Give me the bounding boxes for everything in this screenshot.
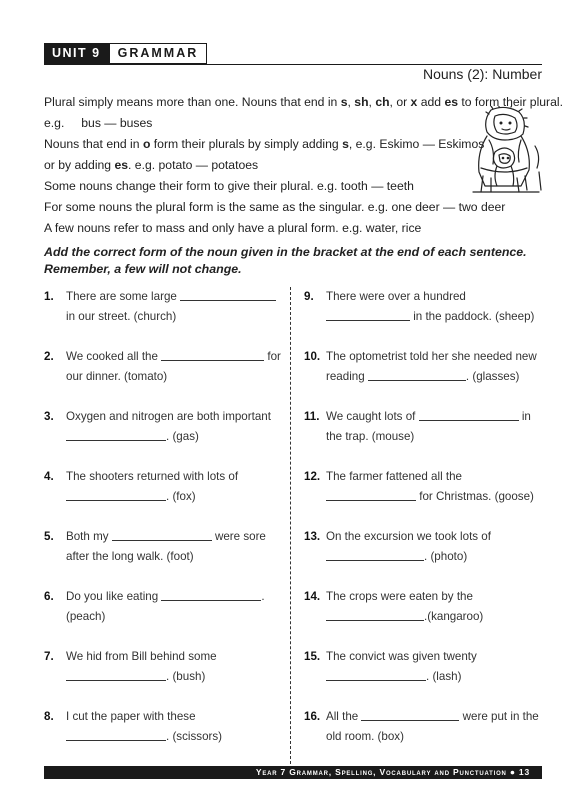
exercise-sentence <box>66 707 284 747</box>
sentence-end: for our dinner. (tomato) <box>66 350 281 383</box>
answer-blank[interactable] <box>66 428 166 441</box>
exercise-item <box>304 347 544 387</box>
exercise-item <box>44 347 284 387</box>
exercise-sentence <box>66 407 284 447</box>
exercise-sentence <box>326 407 544 447</box>
intro-text-segment: Plural simply means more than one. Nouns that end in <box>44 95 341 109</box>
unit-label: UNIT 9 <box>44 43 109 64</box>
exercise-sentence <box>326 527 544 567</box>
intro-text-segment: A few nouns refer to mass and only have a plural form. e.g. water, rice <box>44 221 422 235</box>
sentence-start: All the <box>326 710 362 723</box>
intro-bold-text: o <box>142 137 151 151</box>
exercise-sentence <box>66 587 284 627</box>
exercise-number: 1. <box>44 290 54 303</box>
exercise-item <box>44 287 284 327</box>
instructions-line-2: Remember, a few will not change. <box>44 262 242 276</box>
intro-text-segment: e.g. bus — buses <box>44 116 153 130</box>
exercise-sentence <box>66 647 284 687</box>
sentence-end: . (peach) <box>66 590 265 623</box>
sentence-end: . (fox) <box>166 490 196 503</box>
sentence-start: Both my <box>66 530 112 543</box>
sentence-start: The farmer fattened all the <box>326 470 462 483</box>
sentence-end: were sore after the long walk. (foot) <box>66 530 266 563</box>
intro-bold-text: x <box>410 95 418 109</box>
sentence-start: The shooters returned with lots of <box>66 470 239 483</box>
exercise-item <box>44 527 284 567</box>
exercise-sentence <box>326 707 544 747</box>
eskimo-family-illustration <box>465 106 545 194</box>
sentence-end: . (bush) <box>166 670 206 683</box>
answer-blank[interactable] <box>180 288 276 301</box>
answer-blank[interactable] <box>326 668 426 681</box>
sentence-start: I cut the paper with these <box>66 710 196 723</box>
exercise-number: 2. <box>44 350 54 363</box>
sentence-start: There were over a hundred <box>326 290 466 303</box>
sentence-end: .(kangaroo) <box>424 610 484 623</box>
intro-line <box>44 199 544 220</box>
sentence-end: were put in the old room. (box) <box>326 710 539 743</box>
intro-text-segment: form their plurals by simply adding <box>150 137 343 151</box>
answer-blank[interactable] <box>66 728 166 741</box>
exercise-number: 8. <box>44 710 54 723</box>
sentence-start: There are some large <box>66 290 181 303</box>
exercise-item <box>44 647 284 687</box>
exercise-item <box>304 467 544 507</box>
answer-blank[interactable] <box>66 488 166 501</box>
exercise-sentence <box>66 527 284 567</box>
exercise-item <box>304 527 544 567</box>
answer-blank[interactable] <box>66 668 166 681</box>
exercise-item <box>44 587 284 627</box>
exercise-number: 11. <box>304 410 320 423</box>
exercise-sentence <box>326 587 544 627</box>
sentence-end: in the paddock. (sheep) <box>410 310 535 323</box>
answer-blank[interactable] <box>361 708 459 721</box>
sentence-end: . (lash) <box>426 670 462 683</box>
exercise-item <box>304 587 544 627</box>
exercise-number: 16. <box>304 710 321 723</box>
intro-bold-text: s <box>342 137 349 151</box>
answer-blank[interactable] <box>112 528 212 541</box>
exercise-item <box>304 407 544 447</box>
header-rule <box>44 64 542 65</box>
answer-blank[interactable] <box>161 348 264 361</box>
intro-bold-text: s <box>340 95 348 109</box>
intro-bold-text: es <box>114 158 129 172</box>
instructions <box>44 244 544 278</box>
exercise-number: 4. <box>44 470 54 483</box>
intro-bold-text: ch <box>375 95 390 109</box>
intro-text-segment: add <box>417 95 445 109</box>
sentence-end: . (glasses) <box>465 370 520 383</box>
intro-text-segment: Nouns that end in <box>44 137 143 151</box>
exercise-item <box>304 647 544 687</box>
exercise-item <box>44 467 284 507</box>
exercise-sentence <box>66 287 284 327</box>
intro-text-segment: . e.g. potato — potatoes <box>128 158 259 172</box>
sentence-start: Oxygen and nitrogen are both important <box>66 410 271 423</box>
sentence-end: in the trap. (mouse) <box>326 410 531 443</box>
section-label: GRAMMAR <box>109 43 208 64</box>
sentence-start: We cooked all the <box>66 350 162 363</box>
sentence-start: The optometrist told her she needed new reading <box>326 350 537 383</box>
page-title: Nouns (2): Number <box>422 66 542 82</box>
unit-header <box>44 43 207 64</box>
sentence-end: . (gas) <box>166 430 199 443</box>
answer-blank[interactable] <box>326 608 424 621</box>
sentence-start: The crops were eaten by the <box>326 590 473 603</box>
answer-blank[interactable] <box>161 588 261 601</box>
exercise-sentence <box>66 467 284 507</box>
intro-bold-text: sh <box>354 95 369 109</box>
answer-blank[interactable] <box>326 488 416 501</box>
answer-blank[interactable] <box>326 308 410 321</box>
page-footer: Year 7 Grammar, Spelling, Vocabulary and Punctuation ● 13 <box>44 766 542 779</box>
exercise-item <box>44 407 284 447</box>
exercise-number: 6. <box>44 590 54 603</box>
exercise-item <box>44 707 284 747</box>
exercise-number: 14. <box>304 590 321 603</box>
intro-text-segment: or by adding <box>44 158 115 172</box>
exercise-number: 5. <box>44 530 54 543</box>
exercise-number: 12. <box>304 470 321 483</box>
exercise-item <box>304 707 544 747</box>
intro-text-segment: , <box>347 95 355 109</box>
exercise-sentence <box>326 467 544 507</box>
answer-blank[interactable] <box>368 368 466 381</box>
sentence-start: On the excursion we took lots of <box>326 530 491 543</box>
exercise-sentence <box>66 347 284 387</box>
sentence-end: . (scissors) <box>166 730 223 743</box>
exercise-sentence <box>326 647 544 687</box>
sentence-end: for Christmas. (goose) <box>416 490 534 503</box>
exercise-number: 10. <box>304 350 321 363</box>
intro-text-segment: Some nouns change their form to give their plural. e.g. tooth — teeth <box>44 179 414 193</box>
exercise-sentence <box>326 347 544 387</box>
sentence-start: Do you like eating <box>66 590 162 603</box>
intro-text-segment: , <box>368 95 376 109</box>
intro-text-segment: , e.g. Eskimo — Eskimos <box>348 137 485 151</box>
column-divider <box>290 287 291 764</box>
sentence-start: We hid from Bill behind some <box>66 650 217 663</box>
sentence-end: in our street. (church) <box>66 310 177 323</box>
intro-bold-text: es <box>444 95 458 109</box>
instructions-line-1: Add the correct form of the noun given in the bracket at the end of each sentence. <box>44 245 527 259</box>
intro-text-segment: to form their plural. <box>458 95 563 109</box>
sentence-start: We caught lots of <box>326 410 419 423</box>
exercise-number: 15. <box>304 650 321 663</box>
intro-text-segment: , or <box>389 95 411 109</box>
sentence-end: . (photo) <box>424 550 468 563</box>
intro-line <box>44 220 544 241</box>
exercise-item <box>304 287 544 327</box>
answer-blank[interactable] <box>419 408 519 421</box>
exercise-number: 3. <box>44 410 54 423</box>
exercise-number: 9. <box>304 290 314 303</box>
sentence-start: The convict was given twenty <box>326 650 477 663</box>
exercise-number: 7. <box>44 650 54 663</box>
exercise-number: 13. <box>304 530 321 543</box>
answer-blank[interactable] <box>326 548 424 561</box>
intro-text-segment: For some nouns the plural form is the same as the singular. e.g. one deer — two deer <box>44 200 506 214</box>
exercise-sentence <box>326 287 544 327</box>
